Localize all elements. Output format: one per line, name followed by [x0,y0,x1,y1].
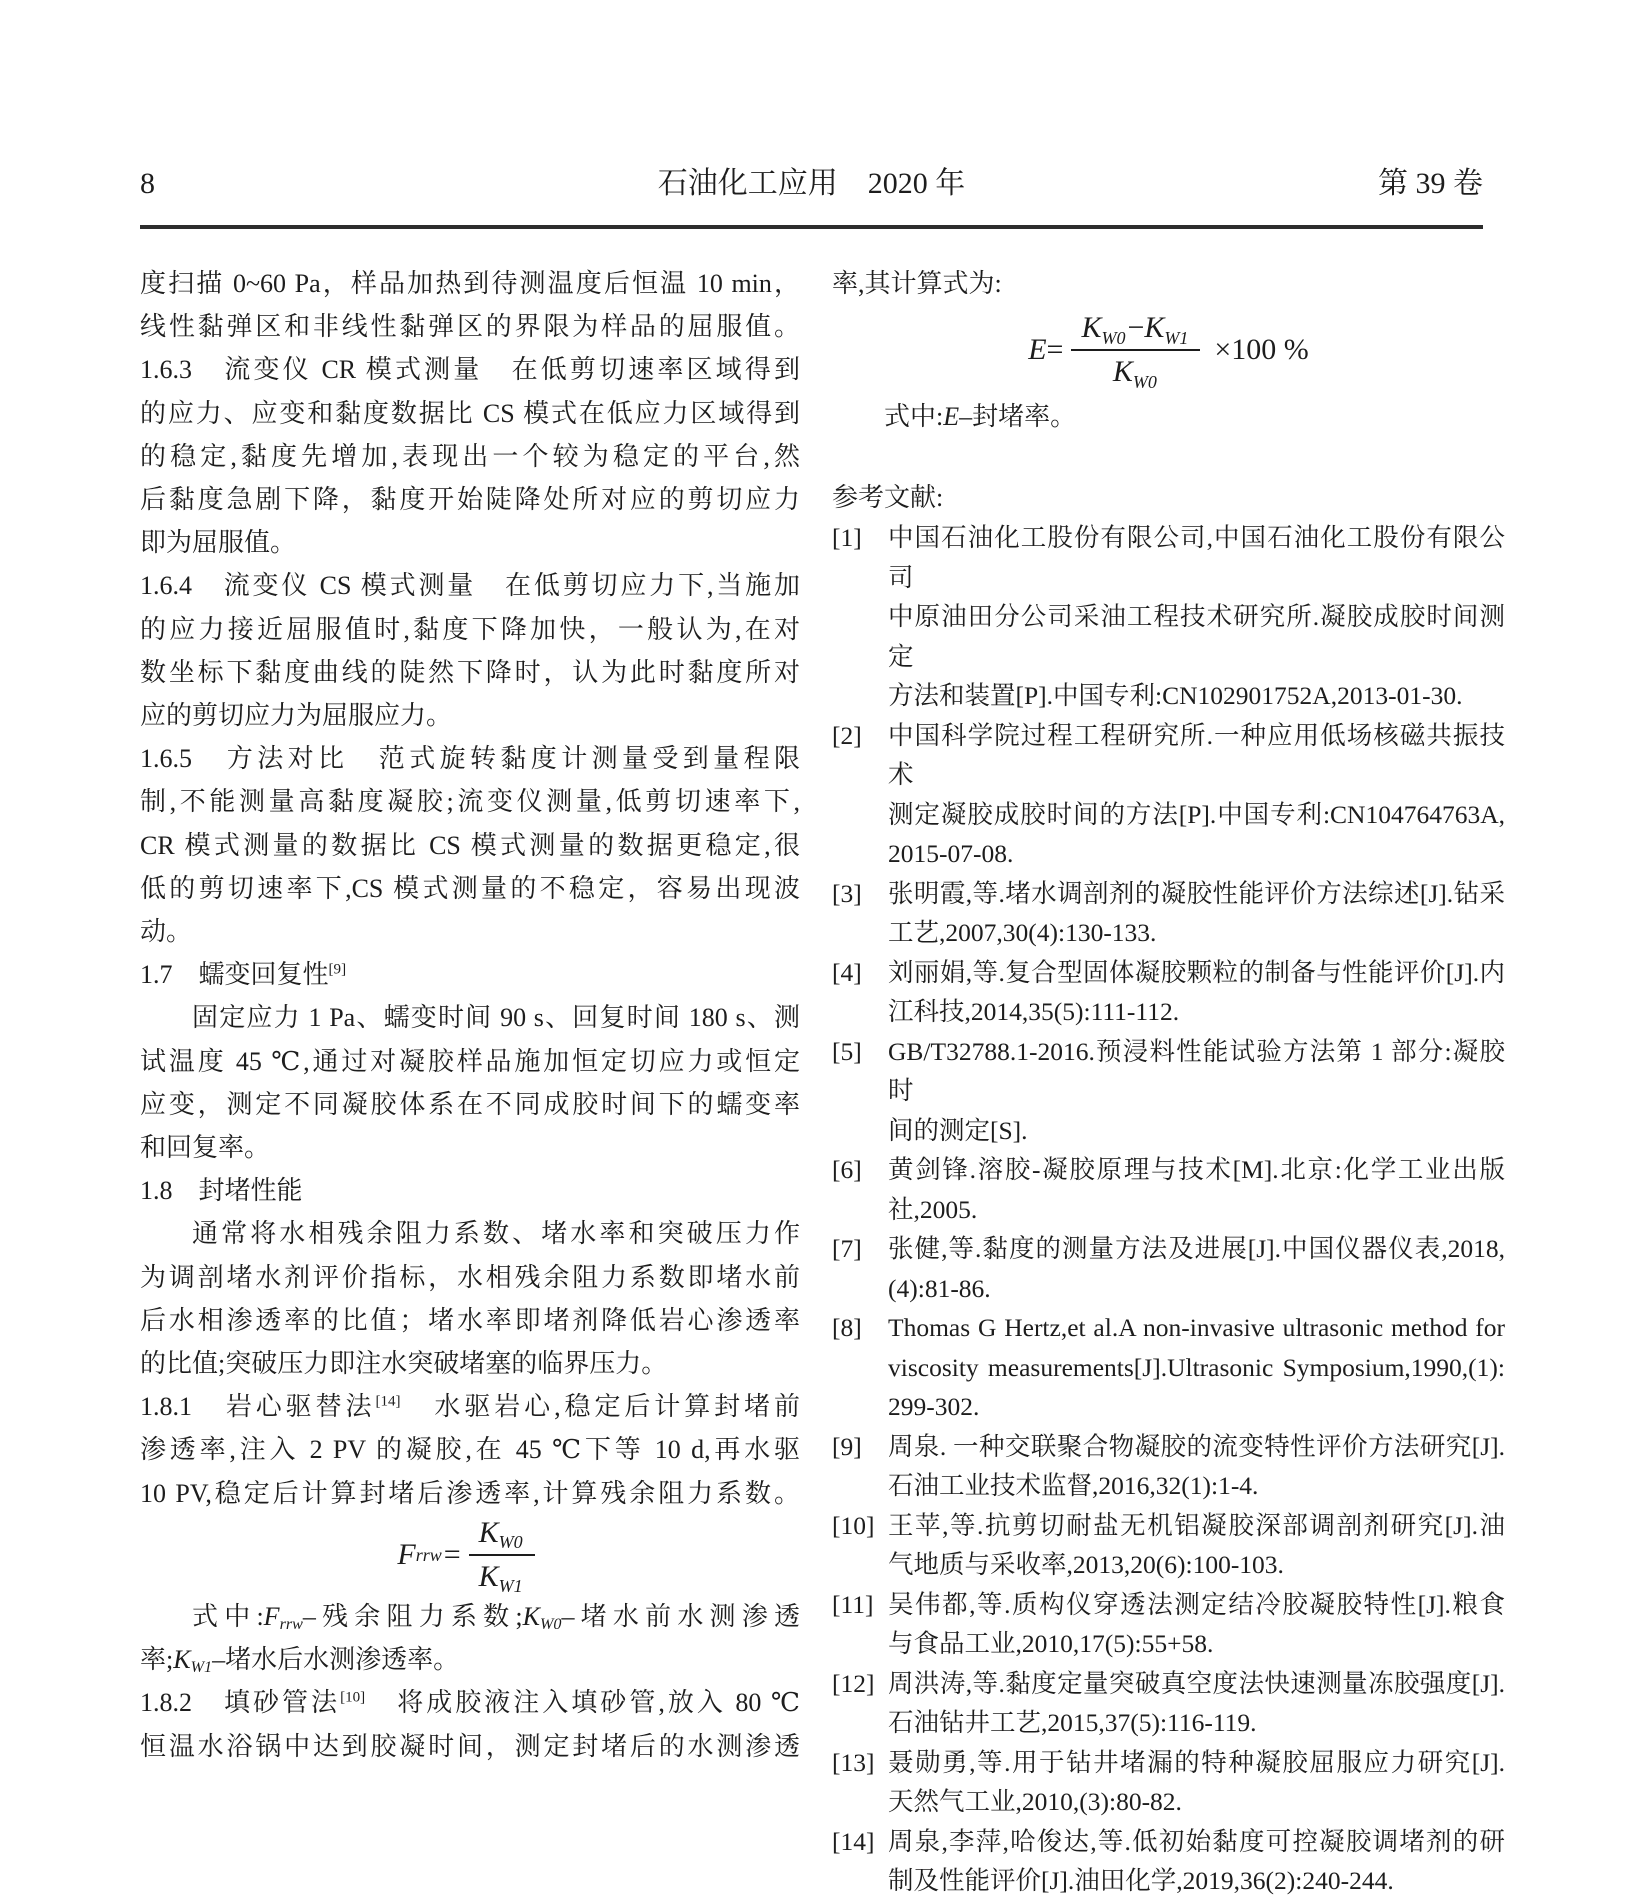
text-line [140,305,800,348]
reference-text [888,1150,1505,1229]
reference-line: 工艺,2007,30(4):130-133. [888,918,1157,948]
reference-line: 周泉. 一种交联聚合物凝胶的流变特性评价方法研究[J]. [888,1431,1505,1461]
subscript: rrw [279,1615,303,1633]
text-run: 线性黏弹区和非线性黏弹区的界限为样品的屈服值。 [140,312,800,342]
text-run: 1.7 蠕变回复性 [140,960,329,990]
text-run: 后水相渗透率的比值；堵水率即堵剂降低岩心渗透率 [140,1305,800,1335]
italic-variable: K [173,1645,191,1675]
text-line [140,867,800,910]
reference-line: 测定凝胶成胶时间的方法[P].中国专利:CN104764763A, [888,799,1505,829]
reference-line: Thomas G Hertz,et al.A non-invasive ultrasonic method for [888,1313,1505,1343]
reference-text [888,953,1505,1032]
fraction-numerator: $K_{W0}-K_{W1}$ [1071,311,1200,351]
formula-blocking-rate [832,305,1505,395]
reference-item [832,1229,1505,1308]
reference-number: [6] [832,1155,862,1185]
reference-line: 299-302. [888,1392,980,1422]
text-run: 恒温水浴锅中达到胶凝时间，测定封堵后的水测渗透 [140,1731,800,1761]
text-run: 的稳定,黏度先增加,表现出一个较为稳定的平台,然 [140,441,800,471]
header-rule [140,225,1483,229]
page-header [140,158,1483,202]
reference-line: (4):81-86. [888,1273,991,1303]
reference-text [888,1229,1505,1308]
text-run: –残余阻力系数; [302,1601,523,1631]
text-line [140,1083,800,1126]
text-line [140,435,800,478]
text-line [140,953,800,996]
italic-variable: E [943,402,960,432]
reference-number: [12] [832,1668,875,1698]
text-line [140,478,800,521]
text-line [140,1169,800,1212]
text-line [140,1595,800,1638]
reference-line: 与食品工业,2010,17(5):55+58. [888,1629,1214,1659]
reference-text [888,1822,1505,1901]
reference-line: 王苹,等.抗剪切耐盐无机铝凝胶深部调剖剂研究[J].油 [888,1510,1505,1540]
subscript: W1 [190,1659,213,1677]
references-heading: 参考文献: [832,483,944,513]
reference-line: 张健,等.黏度的测量方法及进展[J].中国仪器仪表,2018, [888,1234,1505,1264]
equals-sign: = [443,1537,461,1571]
citation-superscript: [14] [375,1393,401,1410]
reference-line: 聂勋勇,等.用于钻井堵漏的特种凝胶屈服应力研究[J]. [888,1747,1505,1777]
text-line [140,564,800,607]
reference-line: 周洪涛,等.黏度定量突破真空度法快速测量冻胶强度[J]. [888,1668,1505,1698]
text-run: 1.6.5 方法对比 范式旋转黏度计测量受到量程限 [140,744,800,774]
reference-item [832,1427,1505,1506]
text-run: 为调剖堵水剂评价指标，水相残余阻力系数即堵水前 [140,1262,800,1292]
fraction [469,1515,535,1597]
reference-line: 2015-07-08. [888,839,1014,869]
text-run: 的比值;突破压力即注水突破堵塞的临界压力。 [140,1349,668,1379]
reference-line: 江科技,2014,35(5):111-112. [888,997,1180,1027]
reference-line: 气地质与采收率,2013,20(6):100-103. [888,1550,1284,1580]
text-run: 应变，测定不同凝胶体系在不同成胶时间下的蠕变率 [140,1089,800,1119]
text-run: 制,不能测量高黏度凝胶;流变仪测量,低剪切速率下, [140,787,800,817]
reference-line: 制及性能评价[J].油田化学,2019,36(2):240-244. [888,1866,1394,1896]
text-run: 渗透率,注入 2 PV 的凝胶,在 45 ℃下等 10 d,再水驱 [140,1435,800,1465]
text-line [140,910,800,953]
text-run: 后黏度急剧下降，黏度开始陡降处所对应的剪切应力 [140,485,800,515]
text-line [140,1725,800,1768]
reference-item [832,1150,1505,1229]
reference-number: [4] [832,957,862,987]
page-number: 8 [140,167,155,200]
text-run: 1.6.3 流变仪 CR 模式测量 在低剪切速率区域得到 [140,355,800,385]
text-line [140,737,800,780]
text-run: 低的剪切速率下,CS 模式测量的不稳定，容易出现波 [140,873,800,903]
text-line [140,1256,800,1299]
text-run: CR 模式测量的数据比 CS 模式测量的数据更稳定,很 [140,830,800,860]
reference-line: viscosity measurements[J].Ultrasonic Symposium,1990,(1): [888,1352,1505,1382]
text-run: 式中: [884,402,944,432]
text-run: 1.6.4 流变仪 CS 模式测量 在低剪切应力下,当施加 [140,571,800,601]
text-line [140,1638,800,1681]
left-column-text-continued [140,1595,800,1768]
reference-number: [8] [832,1313,862,1343]
text-line [140,392,800,435]
reference-text [888,1032,1505,1151]
fraction-numerator: $K_{W0}$ [469,1516,535,1556]
reference-line: 周泉,李萍,哈俊达,等.低初始黏度可控凝胶调堵剂的研 [888,1826,1505,1856]
citation-superscript: [10] [340,1689,366,1706]
text-run: 1.8.1 岩心驱替法 [140,1392,376,1422]
text-line [140,651,800,694]
formula-residual-resistance: F rrw = $\frac{K_{W0}}{K_{W1}}$ [140,1515,800,1595]
reference-item [832,716,1505,874]
reference-line: 间的测定[S]. [888,1115,1028,1145]
reference-number: [9] [832,1431,862,1461]
reference-item [832,1664,1505,1743]
text-line [140,521,800,564]
reference-line: GB/T32788.1-2016.预浸料性能试验方法第 1 部分:凝胶时 [888,1036,1505,1106]
text-run: 10 PV,稳定后计算封堵后渗透率,计算残余阻力系数。 [140,1478,800,1508]
text-line [140,1472,800,1515]
reference-text [888,874,1505,953]
right-column-text [832,262,1505,305]
reference-number: [3] [832,878,862,908]
reference-line: 方法和装置[P].中国专利:CN102901752A,2013-01-30. [888,681,1463,711]
text-run: 的应力接近屈服值时,黏度下降加快，一般认为,在对 [140,614,800,644]
reference-number: [2] [832,720,862,750]
references-list [832,518,1505,1901]
text-line [140,1212,800,1255]
left-column [140,262,800,1768]
formula-lhs-var: F [397,1537,416,1571]
reference-line: 张明霞,等.堵水调剖剂的凝胶性能评价方法综述[J].钻采 [888,878,1505,908]
reference-number: [5] [832,1036,862,1066]
italic-variable: F [263,1601,280,1631]
text-line [140,262,800,305]
reference-item [832,1308,1505,1427]
text-line [832,395,1505,438]
text-line [140,996,800,1039]
text-run: 将成胶液注入填砂管,放入 80 ℃ [365,1688,800,1718]
text-run: 固定应力 1 Pa、蠕变时间 90 s、回复时间 180 s、测 [192,1003,800,1033]
reference-line: 吴伟都,等.质构仪穿透法测定结冷胶凝胶特性[J].粮食 [888,1589,1505,1619]
text-run: 通常将水相残余阻力系数、堵水率和突破压力作 [192,1219,800,1249]
reference-text [888,1743,1505,1822]
reference-number: [7] [832,1234,862,1264]
reference-text [888,1308,1505,1427]
reference-item [832,1585,1505,1664]
left-column-text [140,262,800,1515]
minus-sign: − [1127,311,1145,345]
reference-number: [11] [832,1589,874,1619]
reference-item [832,1743,1505,1822]
reference-text [888,1427,1505,1506]
reference-text [888,1664,1505,1743]
reference-line: 黄剑锋.溶胶-凝胶原理与技术[M].北京:化学工业出版 [888,1155,1505,1185]
formula-lhs-var: E [1028,333,1047,367]
volume-label: 第 39 卷 [1378,167,1483,200]
text-line [140,1126,800,1169]
right-column-text-continued [832,395,1505,438]
text-run: 率,其计算式为: [832,269,1002,298]
text-run: 和回复率。 [140,1133,271,1163]
text-line [832,262,1505,305]
reference-text [888,518,1505,716]
reference-text [888,1585,1505,1664]
text-line [140,1040,800,1083]
text-run: 式中: [192,1601,264,1631]
text-line [140,1299,800,1342]
text-run: –堵水后水测渗透率。 [212,1645,460,1675]
text-run: –堵水前水测渗透 [561,1601,800,1631]
text-run: 即为屈服值。 [140,528,297,558]
text-run: –封堵率。 [959,402,1077,432]
formula-suffix: ×100 % [1214,333,1309,367]
right-column [832,262,1505,1901]
reference-line: 刘丽娟,等.复合型固体凝胶颗粒的制备与性能评价[J].内 [888,957,1505,987]
text-line [140,1342,800,1385]
reference-text [888,1506,1505,1585]
fraction-denominator: $K_{W0}$ [1112,355,1157,392]
fraction [1071,311,1200,392]
reference-item [832,874,1505,953]
fraction-denominator: $K_{W1}$ [478,1559,523,1597]
reference-line: 石油工业技术监督,2016,32(1):1-4. [888,1471,1259,1501]
reference-item [832,1506,1505,1585]
reference-line: 社,2005. [888,1194,978,1224]
reference-line: 天然气工业,2010,(3):80-82. [888,1787,1182,1817]
reference-line: 中国石油化工股份有限公司,中国石油化工股份有限公司 [888,523,1505,592]
text-run: 水驱岩心,稳定后计算封堵前 [400,1392,800,1422]
reference-item [832,518,1505,716]
text-line [140,694,800,737]
reference-line: 中原油田分公司采油工程技术研究所.凝胶成胶时间测定 [888,602,1505,671]
text-run: 1.8.2 填砂管法 [140,1688,341,1718]
text-line [140,824,800,867]
reference-number: [13] [832,1747,875,1777]
text-run: 1.8 封堵性能 [140,1176,303,1206]
reference-item [832,1032,1505,1151]
text-line [140,1681,800,1724]
text-run: 试温度 45 ℃,通过对凝胶样品施加恒定切应力或恒定 [140,1046,800,1076]
equals-sign: = [1046,333,1064,367]
reference-number: [14] [832,1826,875,1856]
reference-item [832,1822,1505,1901]
italic-variable: K [522,1601,540,1631]
reference-line: 中国科学院过程工程研究所.一种应用低场核磁共振技术 [888,720,1505,790]
reference-number: [10] [832,1510,875,1540]
citation-superscript: [9] [328,961,347,978]
reference-item [832,953,1505,1032]
reference-number: [1] [832,523,862,553]
text-run: 数坐标下黏度曲线的陡然下降时，认为此时黏度所对 [140,657,800,687]
text-run: 的应力、应变和黏度数据比 CS 模式在低应力区域得到 [140,398,800,428]
text-run: 率; [140,1645,174,1675]
reference-text [888,716,1505,874]
text-line [140,780,800,823]
text-run: 度扫描 0~60 Pa，样品加热到待测温度后恒温 10 min， [140,269,800,298]
reference-line: 石油钻井工艺,2015,37(5):116-119. [888,1708,1257,1738]
text-line [140,348,800,391]
text-line [140,1428,800,1471]
text-run: 动。 [140,917,193,947]
subscript: W0 [539,1615,562,1633]
text-line [140,1385,800,1428]
text-line [140,608,800,651]
journal-title: 石油化工应用 2020 年 [657,167,966,200]
text-run: 应的剪切应力为屈服应力。 [140,701,453,731]
